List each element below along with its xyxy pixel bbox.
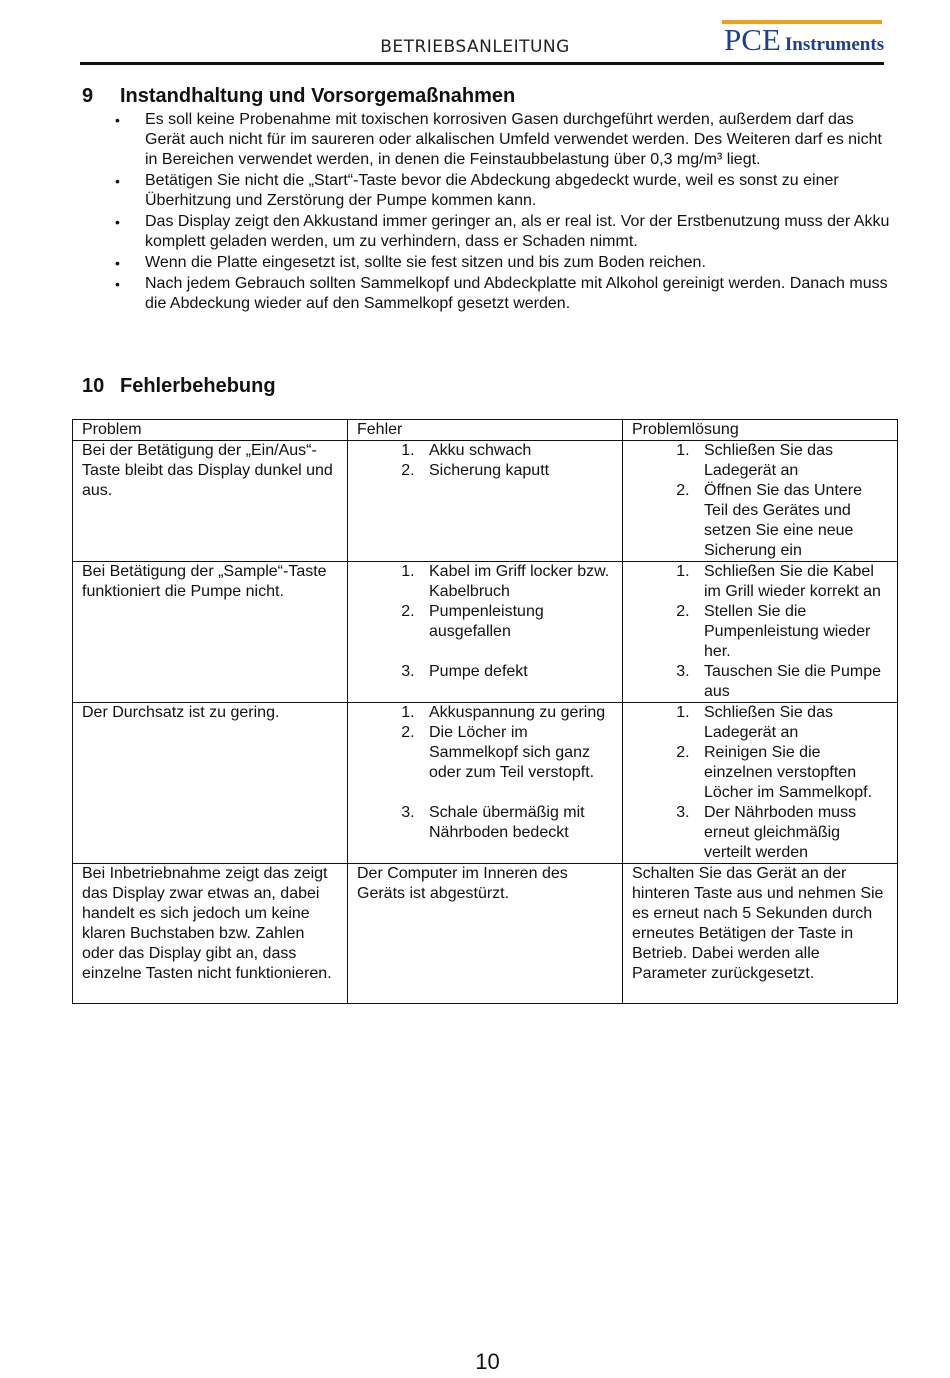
problem-cell: Bei Inbetriebnahme zeigt das zeigt das Display zwar etwas an, dabei handelt es sich jedoch um keine klaren Buchstaben bzw. Zahlen oder das Display gibt an, dass einzelne Tasten nicht funktionieren. <box>73 864 348 1004</box>
column-header-problem: Problem <box>73 420 348 441</box>
loesung-item: 2. Reinigen Sie die einzelnen verstopften Löcher im Sammelkopf. <box>694 743 889 803</box>
fehler-item: 1. Akku schwach <box>419 441 614 461</box>
table-row <box>73 562 898 703</box>
section-9-number: 9 <box>82 85 94 107</box>
section-10-title: Fehlerbehebung <box>120 375 276 397</box>
bullet-item: • Nach jedem Gebrauch sollten Sammelkopf und Abdeckplatte mit Alkohol gereinigt werden. Danach muss die Abdeckung wieder auf den Sammelkopf gesetzt werden. <box>82 274 892 314</box>
fehler-cell <box>348 703 623 864</box>
loesung-item: 3. Tauschen Sie die Pumpe aus <box>694 662 889 702</box>
table-header-row <box>73 420 898 441</box>
fehler-item: 2. Die Löcher im Sammelkopf sich ganz oder zum Teil verstopft. <box>419 723 614 783</box>
problem-cell: Der Durchsatz ist zu gering. <box>73 703 348 864</box>
header-rule <box>80 62 884 65</box>
loesung-item: 2. Stellen Sie die Pumpenleistung wieder her. <box>694 602 889 662</box>
fehler-item: 1. Kabel im Griff locker bzw. Kabelbruch <box>419 562 614 602</box>
fehler-cell <box>348 441 623 562</box>
bullet-item: • Es soll keine Probenahme mit toxischen korrosiven Gasen durchgeführt werden, außerdem darf das Gerät auch nicht für im saureren oder alkalischen Umfeld verwendet werden. Des Weiteren darf es nicht in Bereichen verwendet werden, in denen die Feinstaubbelastung über 0,3 mg/m³ liegt. <box>82 110 892 170</box>
running-header-title: BETRIEBSANLEITUNG <box>380 37 570 57</box>
page-number: 10 <box>475 1349 500 1374</box>
loesung-item: 1. Schließen Sie das Ladegerät an <box>694 703 889 743</box>
bullet-item: • Wenn die Platte eingesetzt ist, sollte sie fest sitzen und bis zum Boden reichen. <box>82 253 892 273</box>
bullet-item: • Das Display zeigt den Akkustand immer geringer an, als er real ist. Vor der Erstbenutzung muss der Akku komplett geladen werden, um zu verhindern, dass er Schaden nimmt. <box>82 212 892 252</box>
loesung-cell <box>623 441 898 562</box>
fehler-item: 2. Sicherung kaputt <box>419 461 614 481</box>
fehler-cell <box>348 562 623 703</box>
section-10-heading <box>82 375 276 398</box>
loesung-item: 2. Öffnen Sie das Untere Teil des Gerätes und setzen Sie eine neue Sicherung ein <box>694 481 889 561</box>
table-row <box>73 864 898 1004</box>
loesung-item: 1. Schließen Sie die Kabel im Grill wieder korrekt an <box>694 562 889 602</box>
problem-cell: Bei Betätigung der „Sample“-Taste funktioniert die Pumpe nicht. <box>73 562 348 703</box>
section-9-heading <box>82 85 515 108</box>
troubleshooting-table <box>72 419 898 1004</box>
bullet-item: • Betätigen Sie nicht die „Start“-Taste bevor die Abdeckung abgedeckt wurde, weil es sonst zu einer Überhitzung und Zerstörung der Pumpe kommen kann. <box>82 171 892 211</box>
fehler-cell: Der Computer im Inneren des Geräts ist abgestürzt. <box>348 864 623 1004</box>
logo-small-text: Instruments <box>784 34 885 55</box>
pce-instruments-logo <box>722 20 885 57</box>
fehler-item: 3. Pumpe defekt <box>419 662 614 682</box>
fehler-item: 1. Akkuspannung zu gering <box>419 703 614 723</box>
loesung-cell: Schalten Sie das Gerät an der hinteren Taste aus und nehmen Sie es erneut nach 5 Sekunden durch erneutes Betätigen der Taste in Betrieb. Dabei werden alle Parameter zurückgesetzt. <box>623 864 898 1004</box>
maintenance-bullet-list <box>82 110 892 315</box>
loesung-item: 1. Schließen Sie das Ladegerät an <box>694 441 889 481</box>
logo-text <box>724 22 884 58</box>
fehler-item: 3. Schale übermäßig mit Nährboden bedeckt <box>419 803 614 843</box>
section-10-number: 10 <box>82 375 105 397</box>
table-row <box>73 703 898 864</box>
loesung-item: 3. Der Nährboden muss erneut gleichmäßig verteilt werden <box>694 803 889 863</box>
table-row <box>73 441 898 562</box>
loesung-cell <box>623 703 898 864</box>
section-9-title: Instandhaltung und Vorsorgemaßnahmen <box>120 85 516 107</box>
column-header-fehler: Fehler <box>348 420 623 441</box>
problem-cell: Bei der Betätigung der „Ein/Aus“-Taste bleibt das Display dunkel und aus. <box>73 441 348 562</box>
loesung-cell <box>623 562 898 703</box>
logo-big-text: PCE <box>724 22 781 57</box>
fehler-item: 2. Pumpenleistung ausgefallen <box>419 602 614 642</box>
column-header-loesung: Problemlösung <box>623 420 898 441</box>
